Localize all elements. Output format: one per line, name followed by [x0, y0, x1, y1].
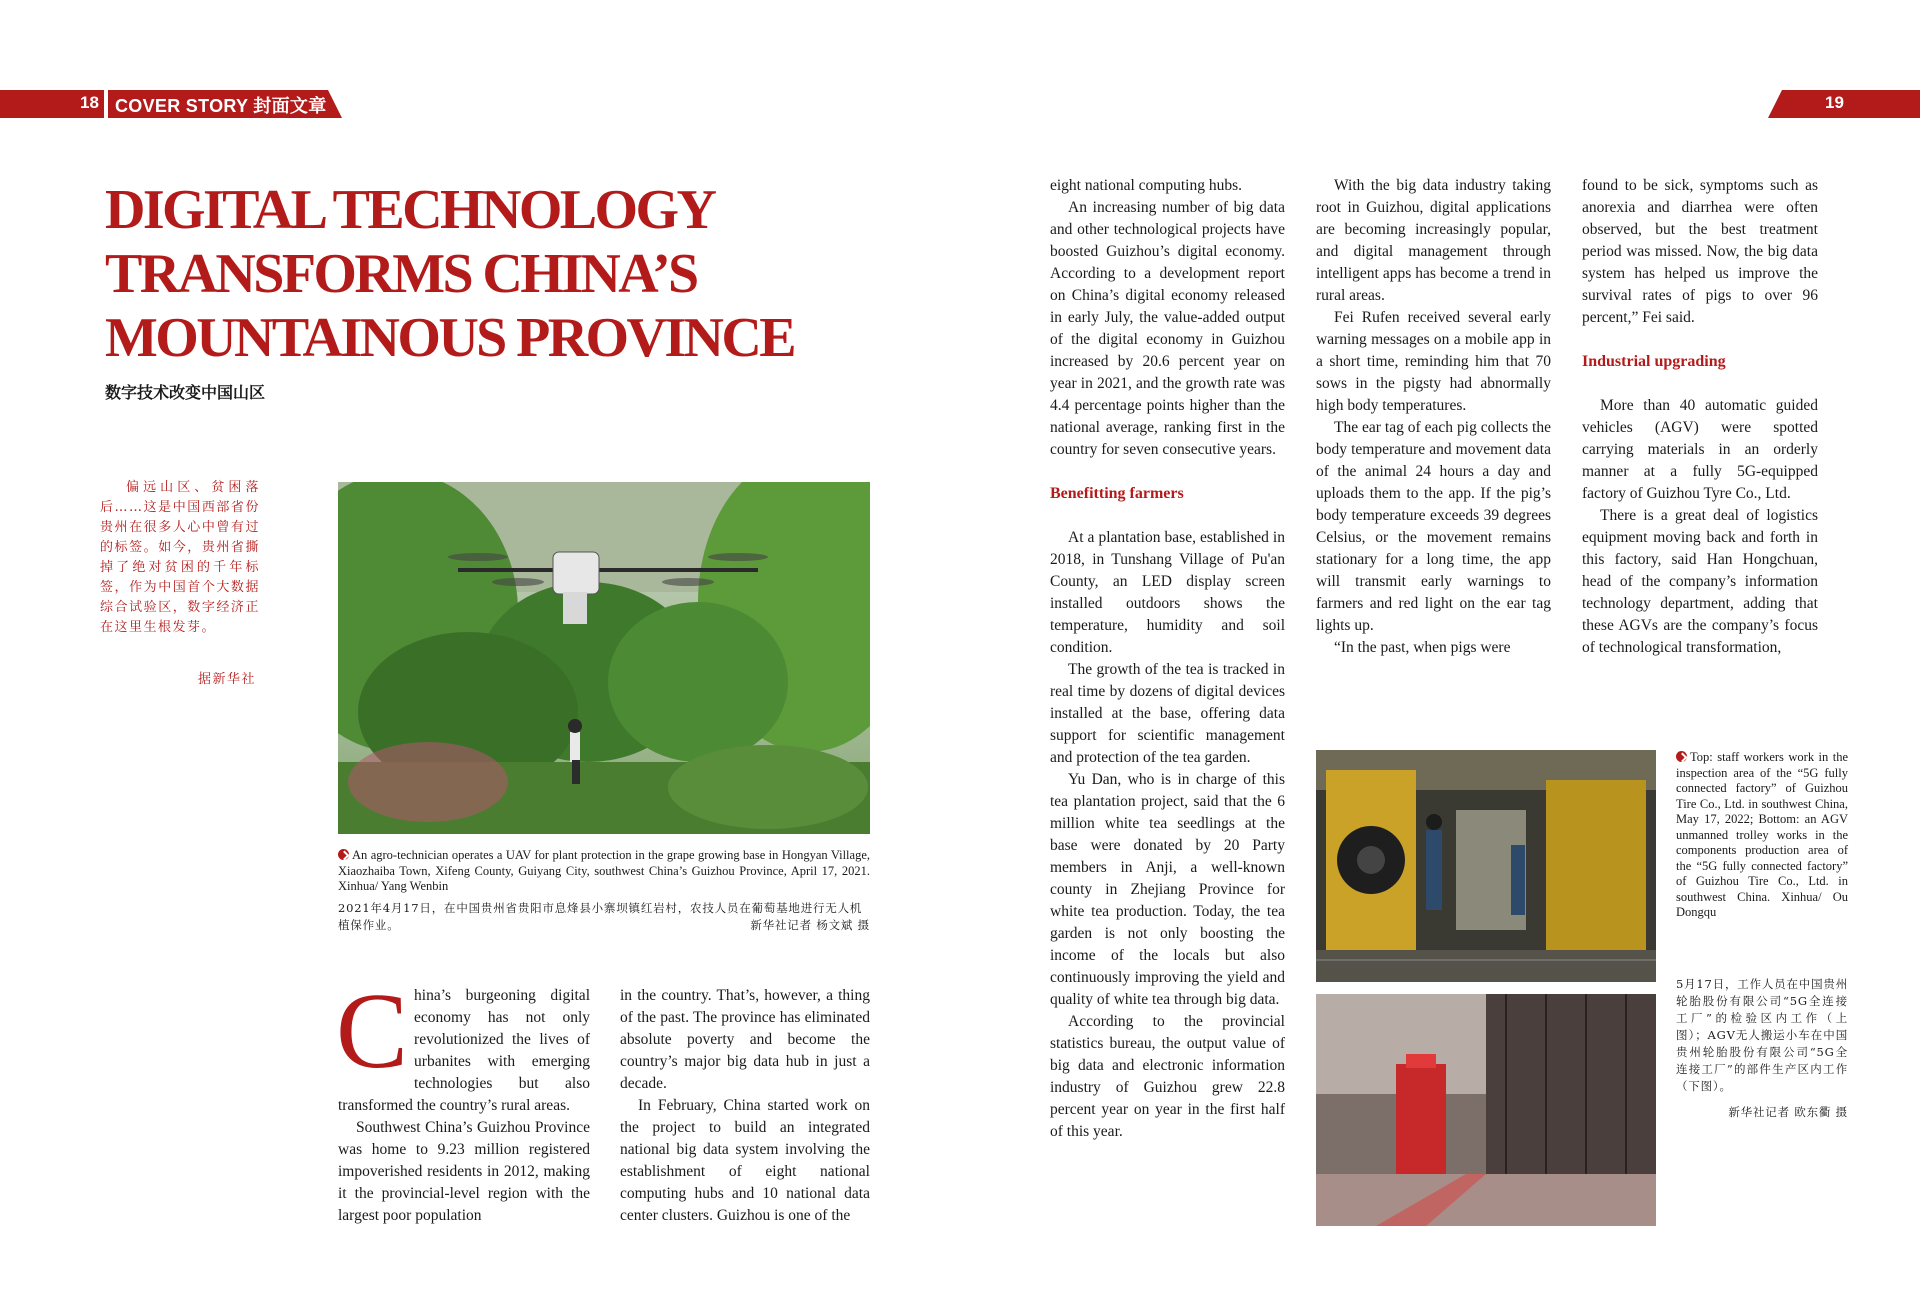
- chinese-summary: 偏远山区、贫困落后……这是中国西部省份贵州在很多人心中曾有过的标签。如今，贵州省撕掉了绝对贫困的千年标签，作为中国首个大数据综合试验区，数字经济正在这里生根发芽。: [100, 480, 260, 635]
- caption-arrow-icon: [1676, 751, 1687, 762]
- title-line: DIGITAL TECHNOLOGY: [105, 179, 715, 241]
- section-label: COVER STORY 封面文章: [115, 96, 327, 116]
- factory-agv-photo: [1316, 994, 1656, 1226]
- body-paragraph: in the country. That’s, however, a thing of the past. The province has eliminated absolute poverty and become the country’s major big data hub in just a decade.: [620, 987, 870, 1092]
- body-column-4: [1316, 175, 1551, 659]
- chinese-subtitle: 数字技术改变中国山区: [105, 383, 266, 402]
- factory-inspection-photo: [1316, 750, 1656, 982]
- factory-photo-caption-en: Top: staff workers work in the inspection area of the “5G fully connected factory” of Guizhou Tire Co., Ltd. in southwest China, May 17, 2022; Bottom: an AGV unmanned trolley works in the components production area of the “5G fully connected factory” of Guizhou Tire Co., Ltd. in southwest China. Xinhua/ Ou Dongqu: [1676, 750, 1848, 919]
- right-header-bar: [1768, 90, 1920, 118]
- drone-photo: [338, 482, 870, 834]
- body-paragraph: The ear tag of each pig collects the body temperature and movement data of the animal 24 hours a day and uploads them to the app. If the pig’s body temperature exceeds 39 degrees Celsius, or the movement remains stationary for a long time, the app will transmit early warnings to farmers and red light on the ear tag lights up.: [1316, 419, 1551, 634]
- body-paragraph: At a plantation base, established in 2018, in Tunshang Village of Pu'an County, an LED display screen installed outdoors shows the temperature, humidity and soil condition.: [1050, 529, 1285, 656]
- drop-cap: C: [336, 972, 409, 1091]
- body-column-5: [1582, 175, 1818, 659]
- body-paragraph: China’s burgeoning digital economy has not only revolutionized the lives of urbanites with emerging technologies but also transformed the country’s rural areas.: [336, 972, 590, 1114]
- right-page-number: 19: [1825, 93, 1844, 112]
- body-paragraph: The growth of the tea is tracked in real time by dozens of digital devices installed at the base, offering data support for scientific management and protection of the tea garden.: [1050, 661, 1285, 766]
- body-paragraph: eight national computing hubs.: [1050, 177, 1243, 194]
- drone-photo-caption-en: An agro-technician operates a UAV for plant protection in the grape growing base in Hongyan Village, Xiaozhaiba Town, Xifeng County, Guiyang City, southwest China’s Guizhou Province, April 17, 2021. Xinhua/ Yang Wenbin: [338, 848, 870, 893]
- body-column-3: [1050, 175, 1285, 1143]
- body-column-2: [620, 985, 870, 1227]
- body-paragraph: There is a great deal of logistics equipment moving back and forth in this factory, said Han Hongchuan, head of the company’s information technology department, adding that these AGVs are the company’s focus of technological transformation,: [1582, 507, 1818, 656]
- title-line: MOUNTAINOUS PROVINCE: [105, 307, 794, 369]
- body-paragraph: More than 40 automatic guided vehicles (AGV) were spotted carrying materials in an orderly manner at a fully 5G-equipped factory of Guizhou Tyre Co., Ltd.: [1582, 397, 1818, 502]
- body-paragraph: With the big data industry taking root in Guizhou, digital applications are becoming increasingly popular, and digital management through intelligent apps has become a trend in rural areas.: [1316, 177, 1551, 304]
- caption-arrow-icon: [338, 849, 349, 860]
- body-paragraph: “In the past, when pigs were: [1334, 639, 1511, 656]
- factory-photo-credit-cn: 新华社记者 欧东衢 摄: [1728, 1105, 1848, 1119]
- section-heading-industrial-upgrading: Industrial upgrading: [1582, 353, 1726, 370]
- body-column-1: [336, 972, 590, 1227]
- factory-photo-caption-cn: 5月17日，工作人员在中国贵州轮胎股份有限公司“5G全连接工厂”的检验区内工作（上图）；AGV无人搬运小车在中国贵州轮胎股份有限公司“5G全连接工厂”的部件生产区内工作（下图）。: [1676, 977, 1848, 1093]
- article-title: [105, 178, 805, 370]
- body-paragraph: found to be sick, symptoms such as anorexia and diarrhea were often observed, but the best treatment period was missed. Now, the big data system has helped us improve the survival rates of pigs to over 96 percent,” Fei said.: [1582, 177, 1818, 326]
- body-paragraph: According to the provincial statistics bureau, the output value of big data and electronic information industry of Guizhou grew 22.8 percent year on year in the first half of this year.: [1050, 1013, 1285, 1140]
- drone-photo-credit-cn: 新华社记者 杨文斌 摄: [750, 918, 870, 932]
- body-paragraph: Yu Dan, who is in charge of this tea plantation project, said that the 6 million white tea seedlings at the base were donated by 20 Party members in Anji, a well-known county in Zhejiang Province for white tea production. Today, the tea garden is not only boosting the income of the locals but also continuously improving the yield and quality of white tea through big data.: [1050, 771, 1285, 1008]
- header-divider: [104, 90, 108, 118]
- body-paragraph: Southwest China’s Guizhou Province was home to 9.23 million registered impoverished residents in 2012, making it the provincial-level region with the largest poor population: [338, 1119, 590, 1224]
- body-paragraph: An increasing number of big data and other technological projects have boosted Guizhou’s digital economy. According to a development report on China’s digital economy released in early July, the value-added output of the digital economy in Guizhou increased by 20.6 percent year on year in 2021, and the growth rate was 4.4 percentage points higher than the national average, ranking first in the country for seven consecutive years.: [1050, 199, 1285, 458]
- left-page-number: 18: [80, 93, 99, 112]
- section-heading-benefitting-farmers: Benefitting farmers: [1050, 485, 1184, 502]
- drone-photo-caption-cn: 2021年4月17日，在中国贵州省贵阳市息烽县小寨坝镇红岩村，农技人员在葡萄基地进行无人机植保作业。: [338, 901, 863, 932]
- body-paragraph: In February, China started work on the project to build an integrated national big data system involving the establishment of eight national computing hubs and 10 national data center clusters. Guizhou is one of the: [620, 1097, 870, 1224]
- chinese-summary-source: 据新华社: [198, 672, 257, 687]
- title-line: TRANSFORMS CHINA’S: [105, 243, 697, 305]
- body-paragraph: Fei Rufen received several early warning messages on a mobile app in a short time, reminding him that 70 sows in the pigsty had abnormally high body temperatures.: [1316, 309, 1551, 414]
